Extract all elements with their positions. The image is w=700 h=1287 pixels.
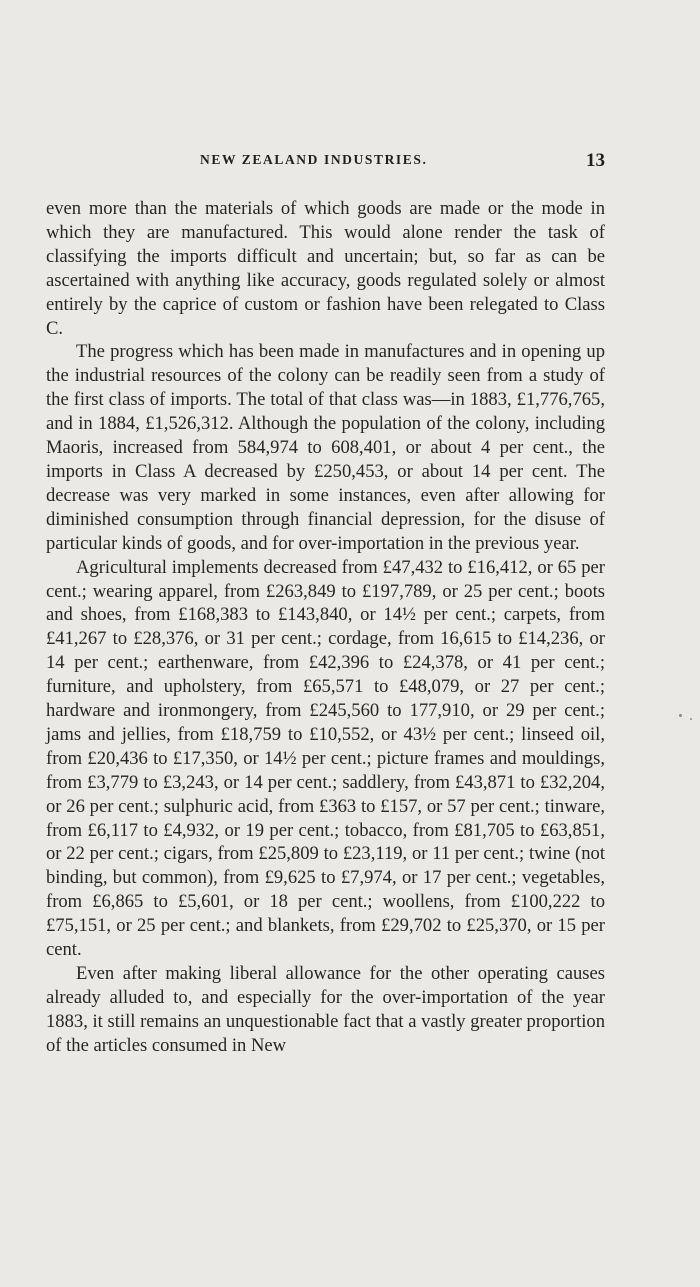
paper-speck [690,718,692,720]
paragraph: even more than the materials of which goods are made or the mode in which they are manufactured. This would alone render the task of classifying the imports difficult and uncertain; but, so far as can be ascertained with anything like accuracy, goods regulated solely or almost entirely by the caprice of custom or fashion have been relegated to Class C. [46,198,605,339]
paper-speck [679,714,682,717]
paragraph: Agricultural implements decreased from £47,432 to £16,412, or 65 per cent.; wearing apparel, from £263,849 to £197,789, or 25 per cent.; boots and shoes, from £168,383 to £143,840, or 14½ per cent.; carpets, from £41,267 to £28,376, or 31 per cent.; cordage, from 16,615 to £14,236, or 14 per cent.; earthenware, from £42,396 to £24,378, or 41 per cent.; furniture, and upholstery, from £65,571 to £48,079, or 27 per cent.; hardware and ironmongery, from £245,560 to 177,910, or 29 per cent.; jams and jellies, from £18,759 to £10,552, or 43½ per cent.; linseed oil, from £20,436 to £17,350, or 14½ per cent.; picture frames and mouldings, from £3,779 to £3,243, or 14 per cent.; saddlery, from £43,871 to £32,204, or 26 per cent.; sulphuric acid, from £363 to £157, or 57 per cent.; tinware, from £6,117 to £4,932, or 19 per cent.; tobacco, from £81,705 to £63,851, or 22 per cent.; cigars, from £25,809 to £23,119, or 11 per cent.; twine (not binding, but common), from £9,625 to £7,974, or 17 per cent.; vegetables, from £6,865 to £5,601, or 18 per cent.; woollens, from £100,222 to £75,151, or 25 per cent.; and blankets, from £29,702 to £25,370, or 15 per cent. [46,556,605,961]
running-head [0,150,700,174]
paragraph: The progress which has been made in manufactures and in opening up the industrial resources of the colony can be readily seen from a study of the first class of imports. The total of that class was—in 1883, £1,776,765, and in 1884, £1,526,312. Although the population of the colony, including Maoris, increased from 584,974 to 608,401, or about 4 per cent., the imports in Class A decreased by £250,453, or about 14 per cent. The decrease was very marked in some instances, even after allowing for diminished consumption through financial depression, for the disuse of particular kinds of goods, and for over-importation in the previous year. [46,341,605,554]
paragraph: Even after making liberal allowance for the other operating causes already alluded to, and especially for the over-importation of the year 1883, it still remains an unquestionable fact that a vastly greater proportion of the articles consumed in New [46,963,605,1056]
page-number: 13 [586,150,605,171]
body-text [46,197,605,1058]
running-title: NEW ZEALAND INDUSTRIES. [200,152,428,167]
